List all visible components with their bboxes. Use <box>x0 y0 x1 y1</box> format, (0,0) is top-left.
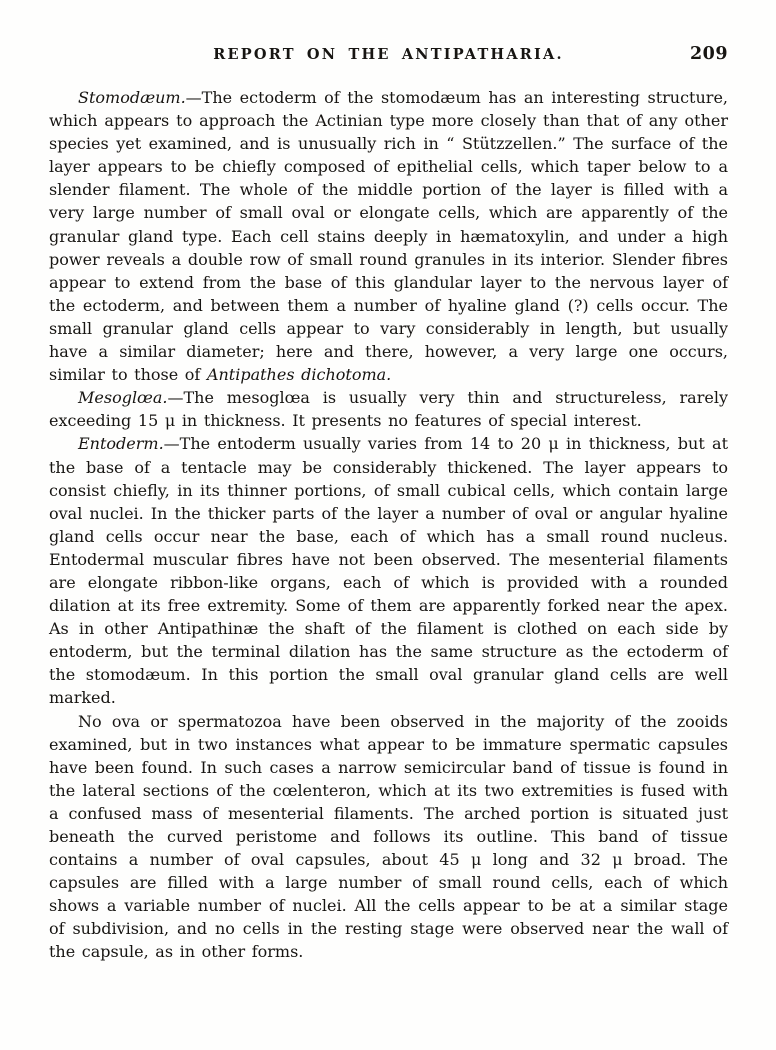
paragraph-mesogloea <box>49 386 728 432</box>
running-head-title: REPORT ON THE ANTIPATHARIA. <box>213 46 564 63</box>
section-term-entoderm: Entoderm. <box>78 434 164 454</box>
running-header <box>49 46 728 66</box>
section-term-stomodaeum: Stomodæum. <box>78 88 186 107</box>
paragraph-ova-spermatozoa-text: No ova or spermatozoa have been observed in the majority of the zooids examined, but in two instances what appear to be immature spermatic capsules have been found. In such cases a narrow semicircular band of tissue is found in the lateral sections of the cœlenteron, which at its two extremities is fused with a confused mass of mesenterial filaments. The arched portion is situated just beneath the curved peristome and follows its outline. This band of tissue contains a number of oval capsules, about 45 μ long and 32 μ broad. The capsules are filled with a large number of small round cells, each of which shows a variable number of nuclei. All the cells appear to be at a similar stage of subdivision, and no cells in the resting stage were observed near the wall of the capsule, as in other forms. <box>49 711 728 962</box>
paragraph-ova-spermatozoa <box>49 710 728 964</box>
paragraph-entoderm <box>49 432 728 709</box>
paragraph-stomodaeum <box>49 86 728 386</box>
species-name-antipathes-dichotoma: Antipathes dichotoma. <box>206 365 392 385</box>
paragraph-entoderm-text: —The entoderm usually varies from 14 to 20 μ in thickness, but at the base of a tentacle may be considerably thickened. The layer appears to consist chiefly, in its thinner portions, of small cubical cells, which contain large oval nuclei. In the thicker parts of the layer a number of oval or angular hyaline gland cells occur near the base, each of which has a small round nucleus. Entodermal muscular fibres have not been observed. The mesenterial filaments are elongate ribbon-like organs, each of which is provided with a rounded dilation at its free extremity. Some of them are apparently forked near the apex. As in other Antipathinæ the shaft of the filament is clothed on each side by entoderm, but the terminal dilation has the same structure as the ectoderm of the stomodæum. In this portion the small oval granular gland cells are well marked. <box>49 434 728 708</box>
paragraph-stomodaeum-text: —The ectoderm of the stomodæum has an interesting structure, which appears to approach the Actinian type more closely than that of any other species yet examined, and is unusually rich in “ Stützzellen.” The surface of the layer appears to be chiefly composed of epithelial cells, which taper below to a slender filament. The whole of the middle portion of the layer is filled with a very large number of small oval or elongate cells, which are apparently of the granular gland type. Each cell stains deeply in hæmatoxylin, and under a high power reveals a double row of small round granules in its interior. Slender fibres appear to extend from the base of this glandular layer to the nervous layer of the ectoderm, and between them a number of hyaline gland (?) cells occur. The small granular gland cells appear to vary considerably in length, but usually have a similar diameter; here and there, however, a very large one occurs, similar to those of <box>49 88 728 385</box>
page-number: 209 <box>689 44 728 64</box>
section-term-mesogloea: Mesoglœa. <box>78 388 168 408</box>
document-body <box>49 86 728 964</box>
paragraph-mesogloea-text: —The mesoglœa is usually very thin and structureless, rarely exceeding 15 μ in thickness. It presents no features of special interest. <box>49 388 728 431</box>
